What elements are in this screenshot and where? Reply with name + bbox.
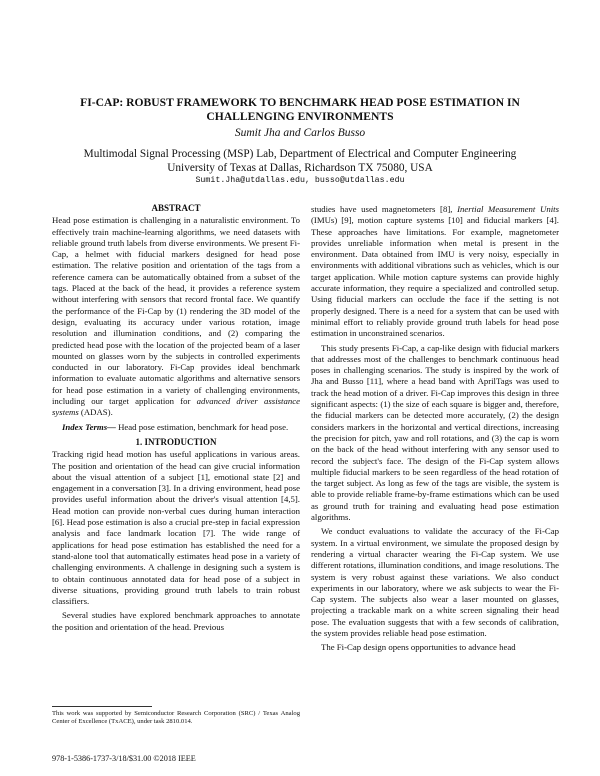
right-paragraph-4: The Fi-Cap design opens opportunities to advance head xyxy=(321,642,516,653)
right-paragraph-2: This study presents Fi-Cap, a cap-like design with fiducial markers that addresses most of the challenges to benchmark continuous head poses in challenging scenarios. The study is inspired by the work of Jha and Busso [11], where a head band with AprilTags was used to track the head motion of a driver. Fi-Cap improves this design in three significant aspects: (1) the size of each square is bigger and, therefore, the fiducial markers can be detected more accurately, (2) the design considers markers in the horizontal and vertical directions, increasing the precision for pitch, yaw and roll rotations, and (3) the cap is worn on the back of the head without interfering with any sensor used to record the subject's face. The design of the Fi-Cap system allows multiple fiducial markers to be seen regardless of the head rotation of the target subject. As long as few of the tags are visible, the system is able to provide reliable frame-by-frame estimations which can be used as ground truth for training and evaluating head pose estimation algorithms. xyxy=(311,342,559,523)
title-line-2: CHALLENGING ENVIRONMENTS xyxy=(206,110,394,123)
footnote-divider xyxy=(52,706,152,707)
right-paragraph-3: We conduct evaluations to validate the accuracy of the Fi-Cap system. In a virtual environment, we simulate the proposed design by rendering a virtual character wearing the Fi-Cap system. We use different rotations, illumination conditions, and image resolutions. The system is very robust against these variations. We also conduct experiments in our laboratory, where we ask subjects to wear the Fi-Cap system. The subjects also wear a laser mounted on glasses, projecting a trackable mark on a white screen signaling their head pose. The evaluation suggests that with a few seconds of calibration, the system provides reliable head pose estimation. xyxy=(311,526,559,638)
right-p1-emph: Inertial Measurement Units xyxy=(457,204,559,214)
affiliation-line-1: Multimodal Signal Processing (MSP) Lab, Department of Electrical and Computer Engineering xyxy=(83,148,517,160)
authors: Sumit Jha and Carlos Busso xyxy=(234,127,366,139)
index-terms xyxy=(52,422,300,433)
abstract-end: (ADAS). xyxy=(80,407,113,418)
title-line-1: FI-CAP: ROBUST FRAMEWORK TO BENCHMARK HEAD POSE ESTIMATION IN xyxy=(80,96,520,109)
intro-paragraph-1: Tracking rigid head motion has useful applications in various areas. The position and orientation of the head can give crucial information about the visual attention of a subject [1], emotional state [2] and engagement in a conversation [3]. In a driving environment, head pose provides useful information about the driver's visual attention [4,5]. Head motion can provide non-verbal cues during human interaction [6]. Head pose estimation is also a crucial pre-step in facial expression analysis and face landmark location [7]. The wide range of applications for head pose estimation has established the need for a stand-alone tool that automatically estimates head pose in a variety of challenging environments. A challenge in designing such a system is to obtain continuous annotated data for head pose of a subject in diverse situations, providing ground truth labels to train robust classifiers. xyxy=(52,449,300,607)
intro-heading: 1. INTRODUCTION xyxy=(135,436,217,447)
right-column xyxy=(311,204,559,654)
index-terms-label: Index Terms— xyxy=(62,421,116,432)
affiliation-line-2: University of Texas at Dallas, Richardson TX 75080, USA xyxy=(167,162,433,174)
affiliation xyxy=(40,147,560,175)
right-paragraph-1 xyxy=(311,204,559,340)
intro-paragraph-2: Several studies have explored benchmark approaches to annotate the position and orientation of the head. Previous xyxy=(52,610,300,632)
abstract-emph: advanced driver assistance systems xyxy=(52,396,300,418)
index-terms-text: Head pose estimation, benchmark for head pose. xyxy=(118,421,289,432)
right-p1-rest: (IMUs) [9], motion capture systems [10] and fiducial markers [4]. These approaches have limitations. For example, magnetometer provides unreliable information when metal is present in the environment. Data obtained from IMU is very noisy, especially in environments with additional vibrations such as vehicles, which is our target application. While motion capture systems can provide highly accurate information, they require a specialized and controlled setup. Using fiducial markers can occlude the face if the setting is not properly designed. There is a need for a system that can be used with minimal effort to reliably provide ground truth labels for head pose estimation in unconstrained scenarios. xyxy=(311,215,559,339)
abstract-body: Head pose estimation is challenging in a naturalistic environment. To effectively train machine-learning algorithms, we need datasets with reliable ground truth labels from diverse environments. We present Fi-Cap, a helmet with fiducial markers designed for head pose estimation. The relative position and orientation of the tags from a reference camera can be automatically obtained from a subset of the tags. Placed at the back of the head, it provides a reference system without interfering with sensors that record frontal face. We quantify the performance of the Fi-Cap by (1) rendering the 3D model of the design, evaluating its accuracy under various rotation, image resolution and illumination conditions, and (2) comparing the predicted head pose with the location of the projected beam of a laser mounted on glasses worn by the subjects in controlled experiments conducted in our laboratory. Fi-Cap provides ideal benchmark information to evaluate automatic algorithms and alternative sensors for head pose estimation in a variety of challenging environments, including our target application for xyxy=(52,215,300,407)
paper-title xyxy=(60,96,540,124)
left-column xyxy=(52,203,300,633)
right-p1-start: studies have used magnetometers [8], xyxy=(311,204,453,214)
author-emails: Sumit.Jha@utdallas.edu, busso@utdallas.edu xyxy=(195,176,405,185)
funding-footnote: This work was supported by Semiconductor Research Corporation (SRC) / Texas Analog Center of Excellence (TxACE), under task 2810.014. xyxy=(52,710,300,726)
abstract-heading: ABSTRACT xyxy=(151,203,201,213)
copyright-notice: 978-1-5386-1737-3/18/$31.00 ©2018 IEEE xyxy=(52,754,196,763)
abstract-text xyxy=(52,215,300,418)
